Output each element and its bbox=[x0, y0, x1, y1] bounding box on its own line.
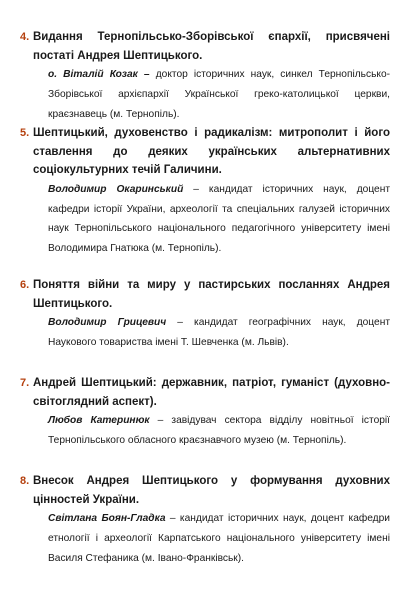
program-item bbox=[0, 124, 412, 259]
item-number: 4. bbox=[20, 31, 30, 43]
item-number: 8. bbox=[20, 475, 30, 487]
item-author bbox=[18, 411, 390, 451]
author-description: – кандидат географічних наук, доцент Наукового товариства імені Т. Шевченка (м. Львів). bbox=[48, 317, 390, 348]
item-number: 6. bbox=[20, 279, 30, 291]
author-description: – кандидат історичних наук, доцент кафедри історії України, археології та спеціальних галузей історичних наук Тернопільського національного педагогічного університету імені Володимира Гнатюка (м. Тернопіль). bbox=[48, 183, 390, 255]
author-description: доктор історичних наук, синкел Тернопільсько-Зборівської архієпархії Української греко-католицької церкви, краєзнавець (м. Тернопіль). bbox=[48, 69, 391, 120]
program-item bbox=[0, 276, 412, 353]
author-name: о. Віталій Козак – bbox=[48, 69, 150, 81]
item-title: Внесок Андрея Шептицького у формування духовних цінностей України. bbox=[33, 475, 390, 506]
item-title: Видання Тернопільсько-Зборівської єпархії, присвячені постаті Андрея Шептицького. bbox=[33, 31, 390, 62]
item-title: Шептицький, духовенство і радикалізм: митрополит і його ставлення до деяких українських альтернативних соціокультурних течій Галичини. bbox=[33, 127, 390, 177]
program-item bbox=[0, 28, 412, 125]
item-number: 5. bbox=[20, 127, 30, 139]
item-author bbox=[18, 313, 390, 353]
author-description: – завідувач сектора відділу новітньої історії Тернопільського обласного краєзнавчого музею (м. Тернопіль). bbox=[48, 415, 391, 446]
item-number: 7. bbox=[20, 377, 30, 389]
author-name: Любов Катеринюк bbox=[48, 415, 150, 427]
item-title: Поняття війни та миру у пастирських посланнях Андрея Шептицького. bbox=[33, 279, 390, 310]
author-name: Світлана Боян-Гладка bbox=[48, 513, 166, 525]
item-title: Андрей Шептицький: державник, патріот, гуманіст (духовно-світоглядний аспект). bbox=[33, 377, 390, 408]
author-description: – кандидат історичних наук, доцент кафедри етнології і археології Карпатського національного університету імені Василя Стефаника (м. Івано-Франківськ). bbox=[48, 513, 390, 564]
program-item bbox=[0, 374, 412, 451]
item-author bbox=[18, 509, 390, 568]
item-author bbox=[18, 65, 390, 124]
author-name: Володимир Окаринський bbox=[48, 183, 184, 195]
author-name: Володимир Грицевич bbox=[48, 317, 167, 329]
program-item bbox=[0, 472, 412, 569]
item-author bbox=[18, 180, 390, 259]
